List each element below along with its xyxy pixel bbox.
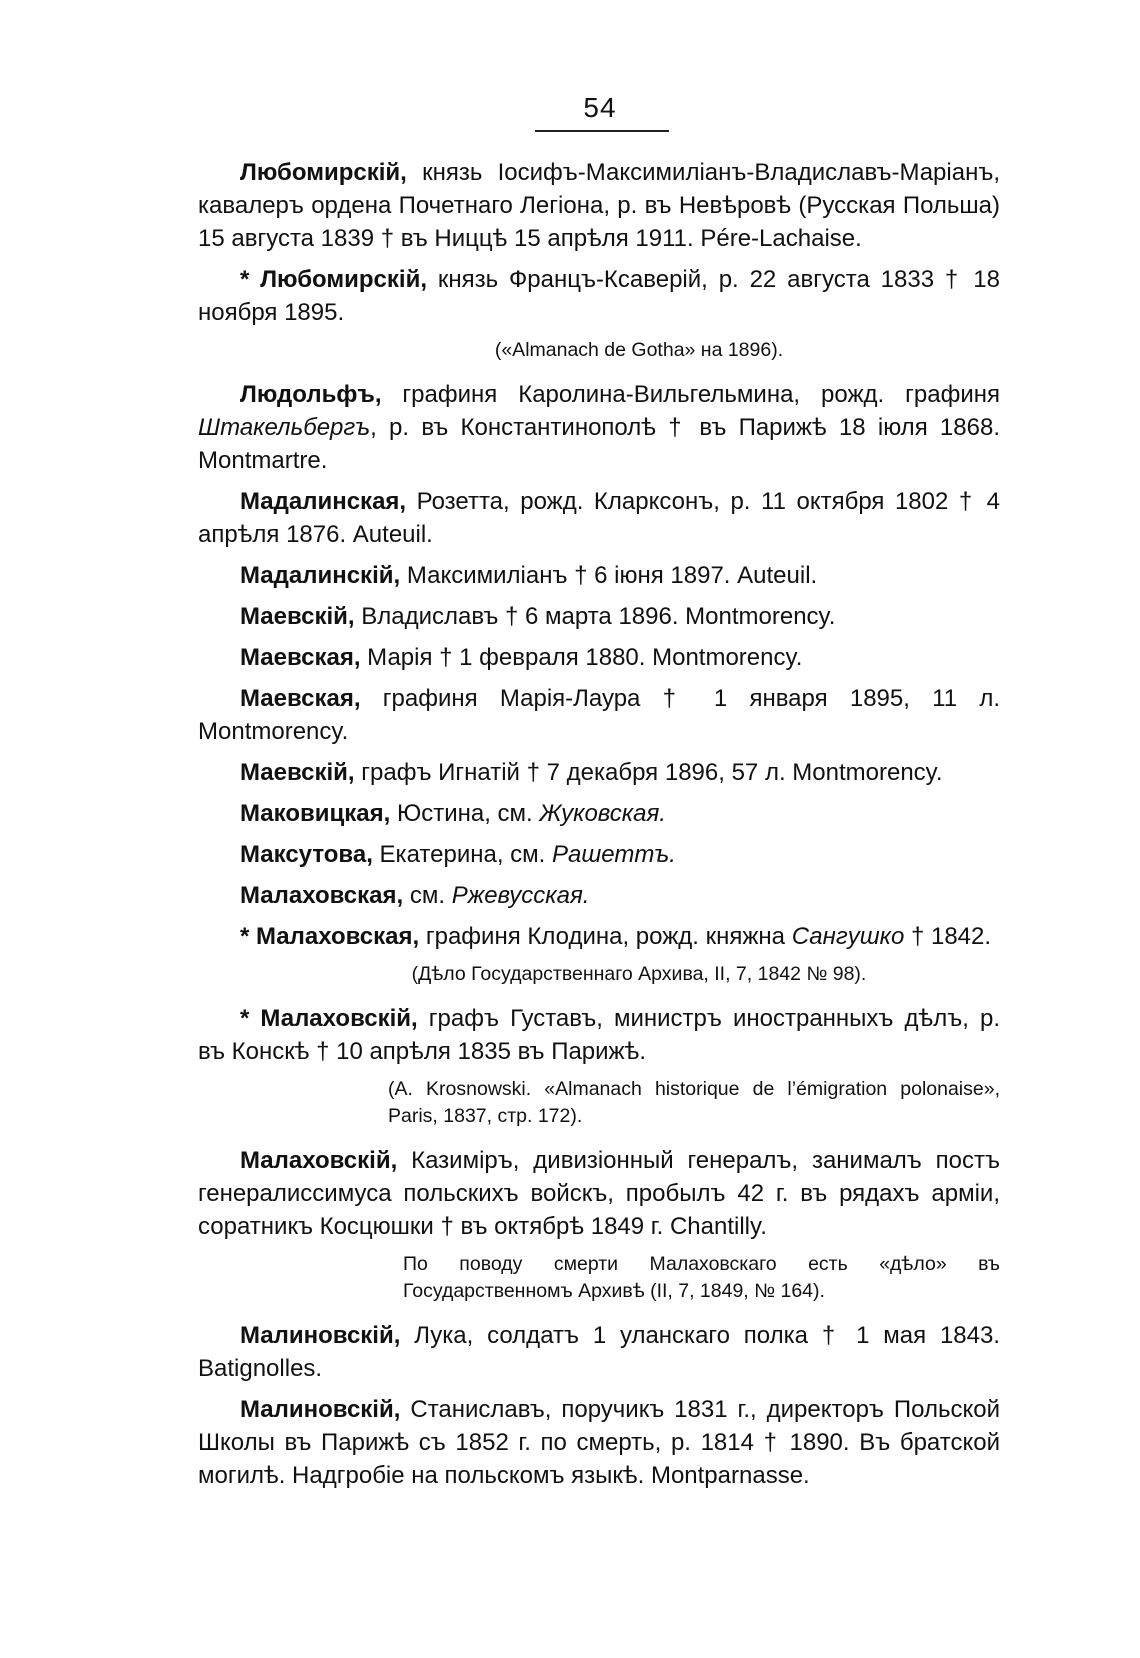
entry-madalinski [198, 559, 1000, 592]
entry-name: * Малаховскій, [240, 1005, 418, 1032]
entry-name: Малаховскій, [240, 1147, 398, 1174]
entry-italic: Жуковская. [539, 800, 666, 827]
entry-maevska-maria-laura [198, 682, 1000, 748]
entry-name: Маевская, [240, 644, 361, 671]
entry-italic: Рашеттъ. [552, 841, 676, 868]
entry-name: Маевскій, [240, 603, 355, 630]
page-body [198, 156, 1000, 1500]
entry-text: князь Францъ-Ксаверій, р. 22 августа 1833 † 18 ноября 1895. [198, 266, 1001, 326]
reference-archive-1842: (Дѣло Государственнаго Архива, II, 7, 1842 № 98). [411, 963, 867, 985]
entry-text: , р. въ Константинополѣ † въ Парижѣ 18 іюля 1868. Montmartre. [198, 414, 1000, 474]
header-rule [535, 130, 669, 132]
entry-text: † 1842. [904, 923, 992, 950]
reference-archive-1849: По поводу смерти Малаховскаго есть «дѣло» въ Государственномъ Архивѣ (II, 7, 1849, № 164). [403, 1253, 1000, 1302]
entry-text: Екатерина, см. [372, 841, 552, 868]
entry-text: Лука, солдатъ 1 уланскаго полка † 1 мая 1843. Batignolles. [198, 1322, 1000, 1382]
entry-lubomirski-franz [198, 263, 1000, 329]
entry-malakhovska-klodina [198, 920, 1000, 953]
reference-krosnowski: (A. Krosnowski. «Almanach historique de l’émigration polonaise», Paris, 1837, стр. 172). [388, 1078, 1000, 1127]
entry-italic: Сангушко [791, 923, 905, 950]
entry-text: Станиславъ, поручикъ 1831 г., директоръ Польской Школы въ Парижѣ съ 1852 г. по смерть, р. 1814 † 1890. Въ братской могилѣ. Надгробіе на польскомъ языкѣ. Montparnasse. [198, 1396, 1000, 1489]
page-number: 54 [583, 92, 617, 123]
entry-text: см. [403, 882, 452, 909]
entry-italic: Штакельбергъ [198, 414, 371, 441]
entry-name: Малиновскій, [240, 1396, 401, 1423]
entry-name: Малаховская, [240, 882, 404, 909]
entry-name: * Любомирскій, [240, 266, 428, 293]
entry-madalinska [198, 485, 1000, 551]
entry-text: графъ Игнатій † 7 декабря 1896, 57 л. Montmorency. [354, 759, 943, 786]
entry-malakhovski-kazimir [198, 1144, 1000, 1243]
entry-name: Людольфъ, [240, 381, 382, 408]
entry-text: Максимиліанъ † 6 іюня 1897. Auteuil. [400, 562, 818, 589]
entry-maksutova [198, 838, 1000, 871]
entry-name: Мадалинская, [240, 488, 407, 515]
entry-name: Малиновскій, [240, 1322, 401, 1349]
entry-text: князь Іосифъ-Максимиліанъ-Владиславъ-Маріанъ, кавалеръ ордена Почетнаго Легіона, р. въ Невѣровѣ (Русская Польша) 15 августа 1839 † въ Ниццѣ 15 апрѣля 1911. Pére-Lachaise. [198, 159, 1000, 252]
entry-malinovski-stanislav [198, 1393, 1000, 1492]
entry-malakhovska [198, 879, 1000, 912]
entry-name: * Малаховская, [240, 923, 420, 950]
entry-maevski-ignatius [198, 756, 1000, 789]
entry-text: Розетта, рожд. Кларксонъ, р. 11 октября 1802 † 4 апрѣля 1876. Auteuil. [198, 488, 1000, 548]
entry-text: графиня Клодина, рожд. княжна [419, 923, 792, 950]
entry-ludolf [198, 378, 1000, 477]
entry-name: Маевскій, [240, 759, 355, 786]
entry-text: графиня Марія-Лаура † 1 января 1895, 11 л. Montmorency. [198, 685, 1000, 745]
entry-text: Казиміръ, дивизіонный генералъ, занималъ постъ генералиссимуса польскихъ войскъ, пробылъ 42 г. въ рядахъ арміи, соратникъ Косцюшки † въ октябрѣ 1849 г. Chantilly. [198, 1147, 1000, 1240]
entry-maevska-maria [198, 641, 1000, 674]
entry-text: графиня Каролина-Вильгельмина, рожд. графиня [381, 381, 1000, 408]
reference-gotha: («Almanach de Gotha» на 1896). [494, 339, 784, 361]
entry-italic: Ржевусская. [451, 882, 590, 909]
entry-malakhovski-gustav [198, 1002, 1000, 1068]
entry-name: Маевская, [240, 685, 361, 712]
entry-maevski-vladislav [198, 600, 1000, 633]
entry-name: Любомирскій, [240, 159, 407, 186]
entry-name: Максутова, [240, 841, 373, 868]
entry-text: Юстина, см. [390, 800, 540, 827]
entry-text: графъ Густавъ, министръ иностранныхъ дѣлъ, р. въ Конскѣ † 10 апрѣля 1835 въ Парижѣ. [198, 1005, 1001, 1065]
entry-name: Маковицкая, [240, 800, 391, 827]
entry-name: Мадалинскій, [240, 562, 401, 589]
entry-lubomirski-joseph [198, 156, 1000, 255]
entry-text: Владиславъ † 6 марта 1896. Montmorency. [354, 603, 836, 630]
entry-malinovski-luka [198, 1319, 1000, 1385]
entry-text: Марія † 1 февраля 1880. Montmorency. [360, 644, 803, 671]
entry-makovicka [198, 797, 1000, 830]
